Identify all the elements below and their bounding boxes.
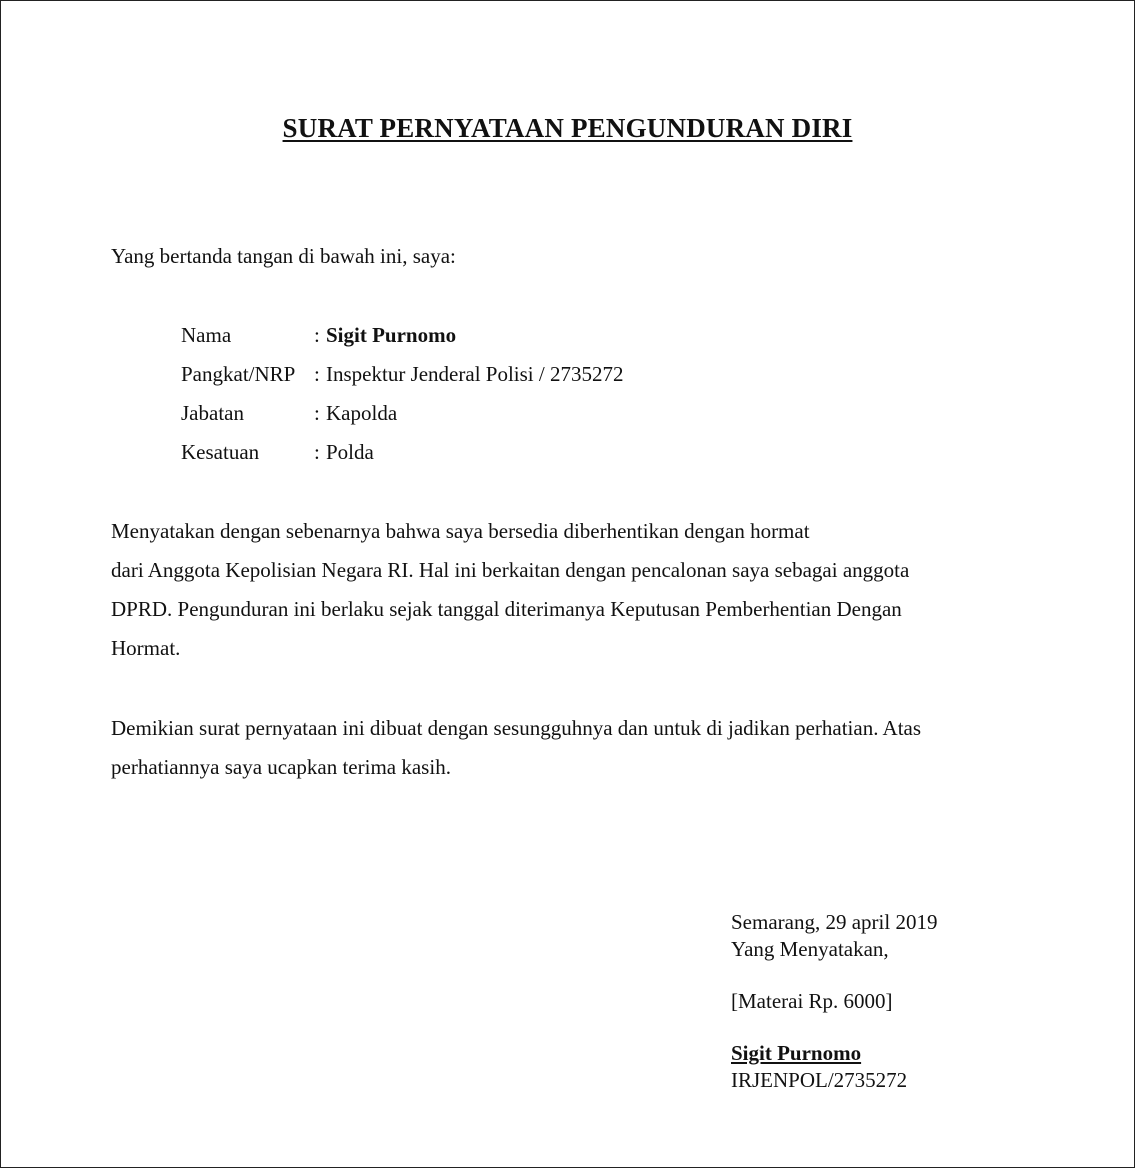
intro-text: Yang bertanda tangan di bawah ini, saya: <box>111 244 456 268</box>
statement-paragraph <box>111 512 1001 668</box>
paragraph-line: DPRD. Pengunduran ini berlaku sejak tanggal diterimanya Keputusan Pemberhentian Dengan <box>111 597 902 621</box>
field-label: Nama <box>181 323 232 347</box>
field-separator: : <box>314 440 320 464</box>
paragraph-line: Demikian surat pernyataan ini dibuat dengan sesungguhnya dan untuk di jadikan perhatian. Atas <box>111 716 922 740</box>
identity-fields <box>181 316 623 472</box>
field-row-nama <box>181 316 623 355</box>
signature-closing: Yang Menyatakan, <box>731 937 889 961</box>
signatory-name: Sigit Purnomo <box>731 1041 862 1065</box>
paragraph-line: Hormat. <box>111 636 181 660</box>
signature-spacer <box>731 1015 937 1040</box>
field-separator: : <box>314 362 320 386</box>
field-row-pangkat <box>181 355 623 394</box>
signature-spacer <box>731 963 937 988</box>
place-date: Semarang, 29 april 2019 <box>731 910 938 934</box>
field-separator: : <box>314 323 320 347</box>
field-value-unit: Polda <box>326 440 374 464</box>
paragraph-line: dari Anggota Kepolisian Negara RI. Hal ini berkaitan dengan pencalonan saya sebagai anggota <box>111 558 910 582</box>
field-separator: : <box>314 401 320 425</box>
field-label: Jabatan <box>181 401 244 425</box>
field-label: Pangkat/NRP <box>181 362 296 386</box>
field-value-name: Sigit Purnomo <box>326 323 457 347</box>
signatory-rank-id: IRJENPOL/2735272 <box>731 1068 908 1092</box>
paragraph-line: perhatiannya saya ucapkan terima kasih. <box>111 755 451 779</box>
field-label: Kesatuan <box>181 440 260 464</box>
field-row-jabatan <box>181 394 623 433</box>
field-row-kesatuan <box>181 433 623 472</box>
signature-block <box>731 909 937 1094</box>
paragraph-line: Menyatakan dengan sebenarnya bahwa saya bersedia diberhentikan dengan hormat <box>111 519 810 543</box>
stamp-placeholder: [Materai Rp. 6000] <box>731 989 893 1013</box>
closing-paragraph <box>111 709 1001 787</box>
field-value-rank: Inspektur Jenderal Polisi / 2735272 <box>326 362 624 386</box>
field-value-position: Kapolda <box>326 401 398 425</box>
document-title: SURAT PERNYATAAN PENGUNDURAN DIRI <box>282 113 853 143</box>
